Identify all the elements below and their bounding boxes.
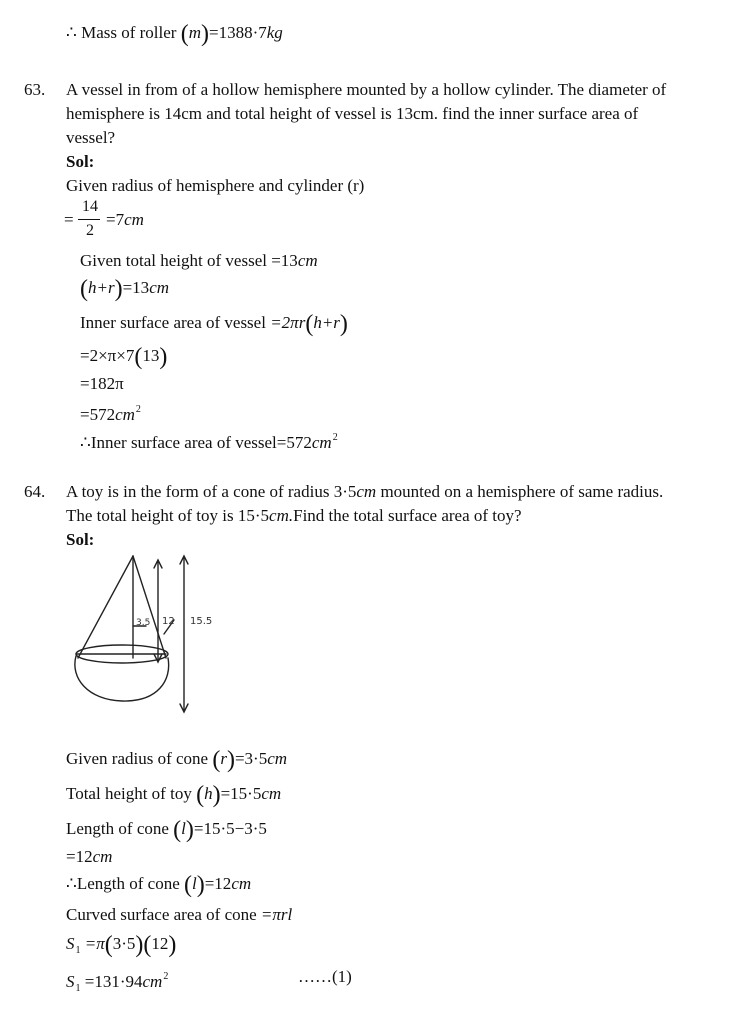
cone-right-edge — [133, 556, 166, 658]
q64-s1-value: $S_1 =131\cdot 94cm^2$ — [66, 971, 169, 994]
var-m: m — [188, 23, 201, 42]
q64-number: 64. — [24, 482, 46, 501]
q63-step-3: $=572cm^2$ — [80, 404, 141, 424]
q64-csa-line: Curved surface area of cone =πrl — [66, 905, 293, 924]
frac-bar — [78, 219, 100, 220]
q63-sol-label: Sol: — [66, 152, 95, 171]
q64-radius-line: Given radius of cone (r)=3·5cm — [66, 747, 288, 773]
q64-s1-formula: $S_1 =\pi(3\cdot 5)(12)$ — [66, 932, 177, 958]
q64-length-final: ∴Length of cone (l)=12cm — [66, 872, 252, 898]
prev-answer-line: ∴ Mass of roller (m)=1388·7kg — [66, 21, 283, 47]
diagram-label-cone-height: 12 — [162, 616, 175, 627]
q63-h-plus-r: (h+r)=13cm — [80, 276, 170, 302]
q64-question-line-1: A toy is in the form of a cone of radius 3·5cm mounted on a hemisphere of same radius. — [66, 482, 664, 501]
q63-step-2: =182π — [80, 374, 124, 393]
q63-number: 63. — [24, 80, 46, 99]
q63-given-radius: Given radius of hemisphere and cylinder (r) — [66, 176, 365, 195]
total-height-value: =13 — [271, 251, 298, 270]
mass-value: =1388·7 — [208, 23, 267, 42]
q64-length-line: Length of cone (l)=15·5−3·5 — [66, 817, 267, 843]
q63-step-1: =2×π×7(13) — [80, 344, 168, 370]
q64-equation-ref: ……(1) — [298, 967, 352, 986]
q63-question-line-2: hemisphere is 14cm and total height of vessel is 13cm. find the inner surface area of — [66, 104, 639, 123]
frac-numerator: 14 — [82, 198, 98, 215]
prev-answer-text: Mass of roller — [81, 23, 177, 42]
q63-final-answer: ∴Inner surface area of $vessel=572cm^2$ — [80, 432, 338, 452]
q63-total-height: Given total height of vessel =13cm — [80, 251, 318, 270]
therefore-symbol: ∴ — [66, 23, 77, 42]
q64-height-line: Total height of toy (h)=15·5cm — [66, 782, 282, 808]
frac-result: =7 — [106, 210, 125, 229]
mass-unit: kg — [266, 23, 283, 42]
radius-fraction — [64, 198, 174, 246]
q63-question-line-3: vessel? — [66, 128, 116, 147]
frac-unit: cm — [124, 210, 144, 229]
diagram-label-total-height: 15.5 — [190, 616, 213, 627]
q64-sol-label: Sol: — [66, 530, 95, 549]
q63-question-line-1: A vessel in from of a hollow hemisphere mounted by a hollow cylinder. The diameter of — [66, 80, 667, 99]
q64-question-line-2: The total height of toy is 15·5cm.Find the total surface area of toy? — [66, 506, 522, 525]
diagram-label-radius: 3.5 — [136, 618, 151, 628]
cone-left-edge — [78, 556, 133, 658]
q63-inner-sa-formula: Inner surface area of vessel =2πr(h+r) — [80, 311, 348, 337]
toy-diagram — [60, 548, 260, 718]
frac-equals: = — [64, 210, 74, 229]
frac-denominator: 2 — [86, 222, 94, 239]
q64-length-result: =12cm — [66, 847, 113, 866]
